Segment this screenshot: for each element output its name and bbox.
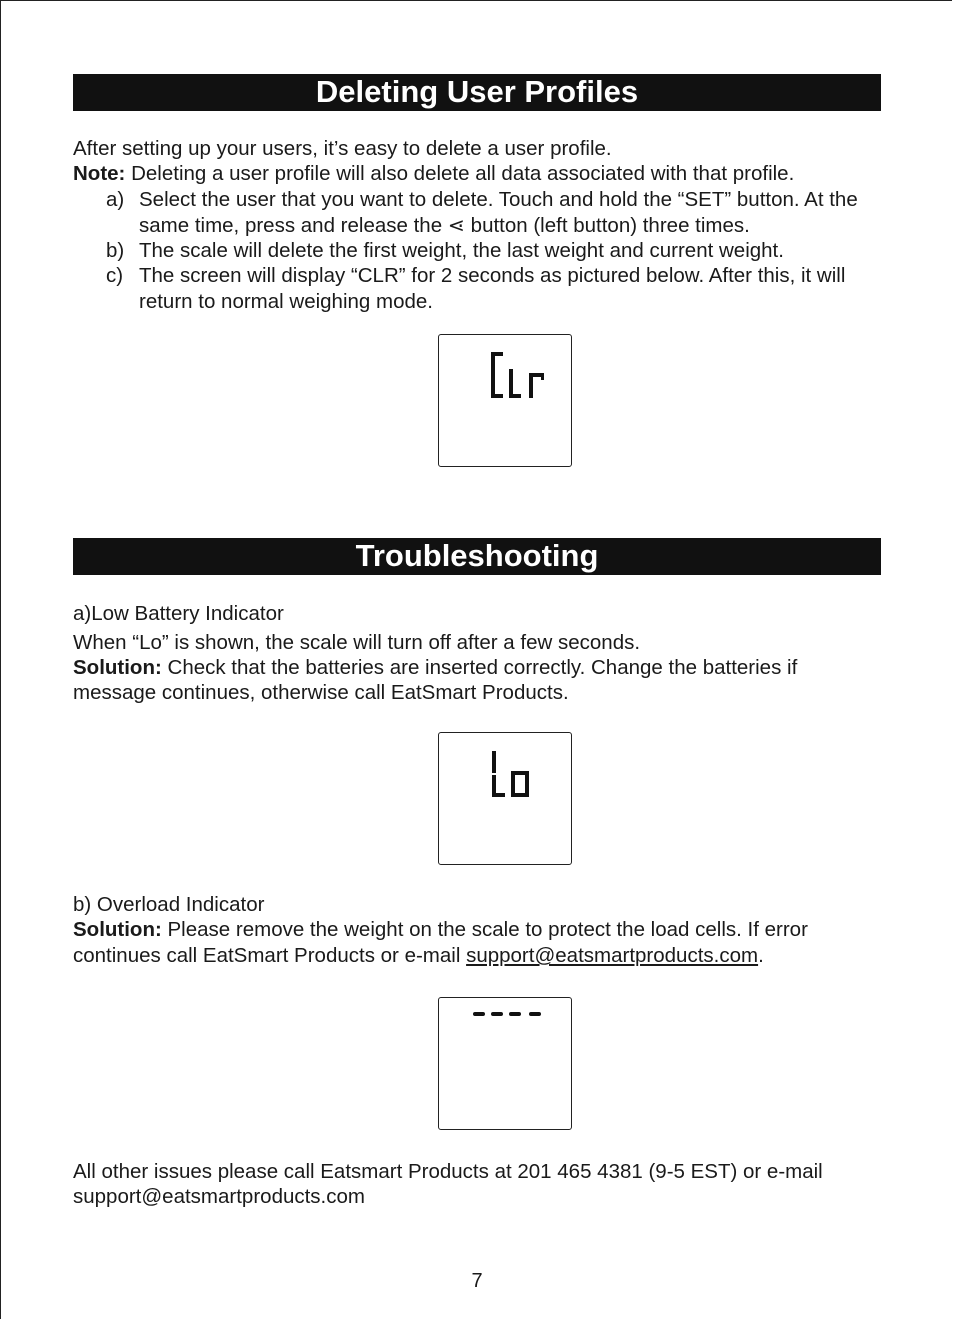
section-title-troubleshooting: Troubleshooting bbox=[73, 538, 881, 575]
lcd-clr-glyphs bbox=[439, 335, 571, 466]
solution-label: Solution: bbox=[73, 656, 162, 679]
overload-solution bbox=[73, 917, 893, 943]
low-battery-description: When “Lo” is shown, the scale will turn off after a few seconds. bbox=[73, 631, 641, 654]
list-marker: c) bbox=[106, 264, 124, 287]
list-marker: b) bbox=[106, 239, 125, 262]
list-text: The scale will delete the first weight, the last weight and current weight. bbox=[139, 239, 784, 262]
note-paragraph bbox=[73, 161, 893, 187]
lcd-display-lo bbox=[438, 732, 572, 865]
solution-text: Check that the batteries are inserted correctly. Change the batteries if bbox=[161, 656, 798, 679]
low-battery-heading: a)Low Battery Indicator bbox=[73, 602, 284, 625]
lcd-display-clr bbox=[438, 334, 572, 467]
note-text: Deleting a user profile will also delete all data associated with that profile. bbox=[125, 162, 795, 185]
page-number: 7 bbox=[471, 1270, 483, 1292]
intro-text: After setting up your users, it’s easy to delete a user profile. bbox=[73, 137, 612, 160]
other-issues-text: All other issues please call Eatsmart Products at 201 465 4381 (9-5 EST) or e-mail bbox=[73, 1160, 823, 1183]
overload-solution-cont bbox=[73, 943, 893, 969]
low-battery-solution-cont: message continues, otherwise call EatSmart Products. bbox=[73, 681, 569, 704]
solution-text: Please remove the weight on the scale to protect the load cells. If error bbox=[161, 918, 808, 941]
lcd-overload-glyphs bbox=[439, 998, 571, 1129]
lcd-display-overload bbox=[438, 997, 572, 1130]
solution-text: continues call EatSmart Products or e-mail bbox=[73, 944, 467, 967]
overload-heading: b) Overload Indicator bbox=[73, 893, 265, 916]
support-email-link[interactable]: support@eatsmartproducts.com bbox=[466, 944, 759, 967]
other-issues-email: support@eatsmartproducts.com bbox=[73, 1185, 365, 1208]
list-marker: a) bbox=[106, 188, 125, 211]
lcd-lo-glyphs bbox=[439, 733, 571, 864]
period: . bbox=[758, 944, 764, 967]
low-battery-solution bbox=[73, 655, 893, 681]
list-text: Select the user that you want to delete. Touch and hold the “SET” button. At the same time, press and release the ⋖ button (left button) three times. bbox=[139, 188, 858, 237]
note-label: Note: bbox=[73, 162, 126, 185]
solution-label: Solution: bbox=[73, 918, 162, 941]
list-text: The screen will display “CLR” for 2 seconds as pictured below. After this, it will return to normal weighing mode. bbox=[139, 264, 846, 313]
section-title-deleting-user-profiles: Deleting User Profiles bbox=[73, 74, 881, 111]
